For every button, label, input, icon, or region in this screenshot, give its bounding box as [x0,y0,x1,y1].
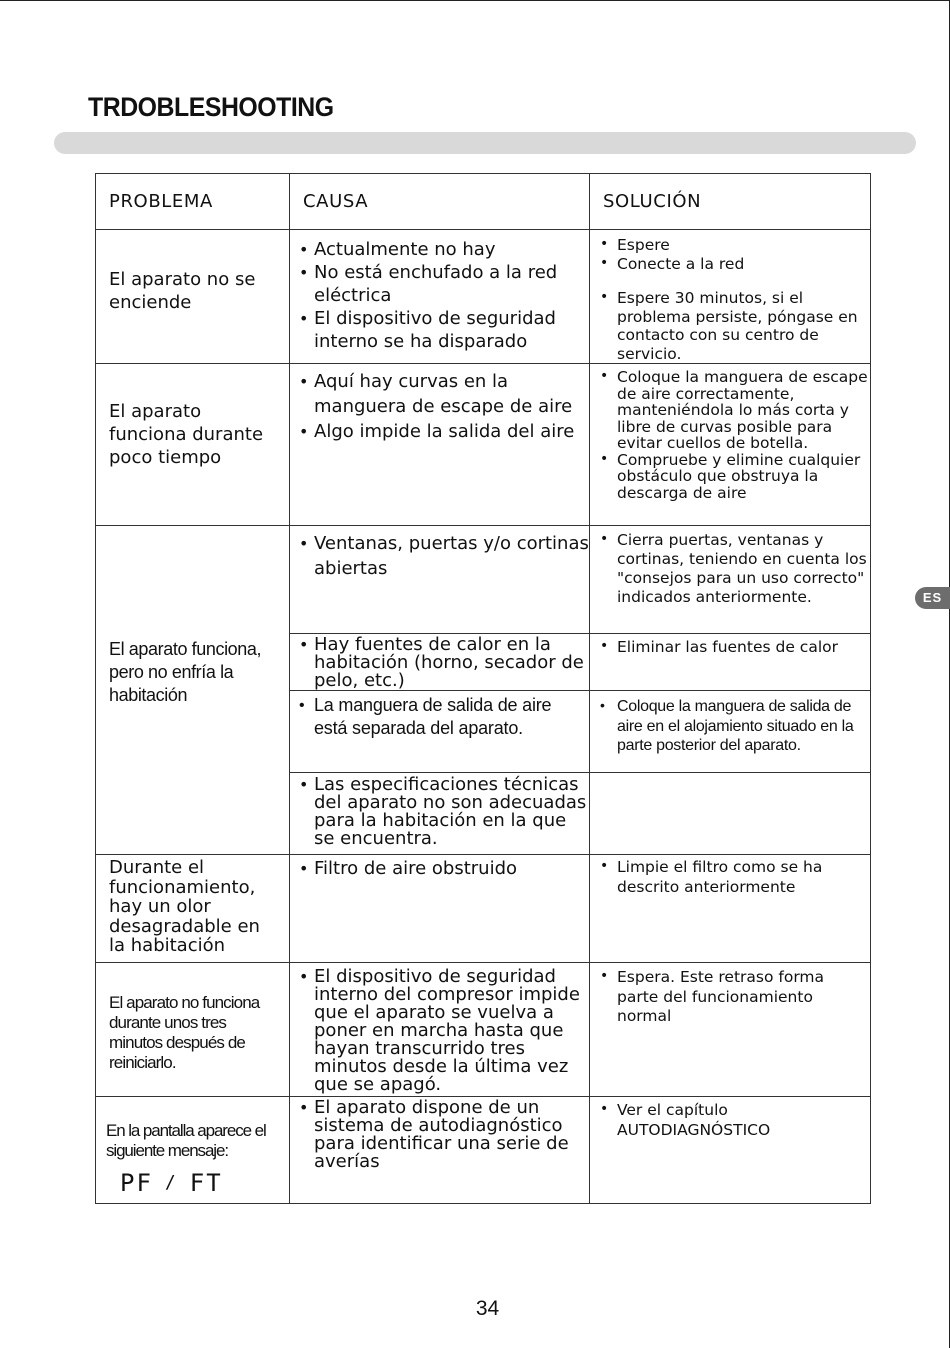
problem-text: En la pantalla aparece el siguiente mensaje: [106,1121,266,1160]
problem-text: El aparato funciona durante poco tiempo [109,401,264,468]
solution-cell [590,526,871,634]
solution-item: • Coloque la manguera de salida de aire en el alojamiento situado en la parte posterior del aparato. [590,697,870,756]
fault-code-ft: FT [189,1169,223,1197]
solution-item: • Espere [590,236,870,255]
problem-cell [96,230,290,364]
cause-cell [290,691,590,773]
problem-cell [96,963,290,1097]
cause-cell [290,855,590,963]
troubleshooting-table [95,173,871,1204]
problem-text: El aparato funciona, pero no enfría la habitación [109,638,262,705]
problem-text: El aparato no se enciende [109,268,256,313]
cause-cell [290,963,590,1097]
problem-cell [96,1097,290,1204]
table-row [96,364,871,526]
cause-cell [290,526,590,634]
solution-item: • Conecte a la red [590,255,870,274]
solution-item: • Coloque la manguera de escape de aire correctamente, manteniéndola lo más corta y libre de curvas posible para evitar cuellos de botella. [590,369,870,452]
cause-cell [290,1097,590,1204]
cause-cell [290,634,590,691]
solution-cell [590,855,871,963]
solution-cell [590,691,871,773]
cause-cell [290,364,590,526]
problem-text: El aparato no funciona durante unos tres minutos después de reiniciarlo. [109,992,260,1072]
cause-item: • Hay fuentes de calor en la habitación (horno, secador de pelo, etc.) [290,636,589,690]
solution-cell [590,364,871,526]
page-number: 34 [475,1297,500,1320]
problem-cell [96,364,290,526]
solution-item: • Cierra puertas, ventanas y cortinas, teniendo en cuenta los "consejos para un uso correcto" indicados anteriormente. [590,531,870,607]
fault-code-separator: / [164,1172,178,1193]
cause-item: • La manguera de salida de aire está separada del aparato. [290,694,589,740]
cause-item: • Actualmente no hay [290,238,589,261]
cause-item: • El dispositivo de seguridad interno se ha disparado [290,307,589,353]
problem-cell [96,526,290,855]
solution-item: • Espera. Este retraso forma parte del funcionamiento normal [590,968,870,1027]
cause-item: • Algo impide la salida del aire [290,419,589,444]
fault-code-pf: PF [120,1169,153,1197]
title-underline-bar [54,132,916,154]
header-solution: SOLUCIÓN [590,174,871,230]
cause-item: • El dispositivo de seguridad interno del compresor impide que el aparato se vuelva a poner en marcha hasta que hayan transcurrido tres minutos desde la última vez que se apagó. [290,968,589,1094]
solution-cell [590,963,871,1097]
solution-item: • Limpie el filtro como se ha descrito anteriormente [590,858,870,897]
cause-cell [290,230,590,364]
table-row [96,1097,871,1204]
solution-cell [590,634,871,691]
solution-item: • Espere 30 minutos, si el problema persiste, póngase en contacto con su centro de servicio. [590,289,870,363]
header-cause: CAUSA [290,174,590,230]
solution-item: • Compruebe y elimine cualquier obstáculo que obstruya la descarga de aire [590,452,870,502]
solution-item: • Eliminar las fuentes de calor [590,638,870,657]
cause-item: • Ventanas, puertas y/o cortinas abiertas [290,531,589,581]
page-title: TRDOBLESHOOTING [88,92,334,122]
cause-item: • Filtro de aire obstruido [290,857,589,880]
solution-cell [590,1097,871,1204]
table-row [96,526,871,634]
problem-cell [96,855,290,963]
cause-item: • El aparato dispone de un sistema de autodiagnóstico para identificar una serie de averías [290,1099,589,1171]
table-header-row [96,174,871,230]
fault-code-display [106,1169,289,1197]
table-row [96,855,871,963]
cause-cell [290,773,590,855]
problem-text: Durante el funcionamiento, hay un olor desagradable en la habitación [109,857,260,956]
table-row [96,963,871,1097]
cause-item: • Aquí hay curvas en la manguera de escape de aire [290,369,589,419]
table-row [96,230,871,364]
cause-item: • No está enchufado a la red eléctrica [290,261,589,307]
solution-cell [590,773,871,855]
header-problem: PROBLEMA [96,174,290,230]
language-tab-es: ES [915,587,950,609]
solution-item: • Ver el capítulo AUTODIAGNÓSTICO [590,1101,870,1140]
cause-item: • Las especificaciones técnicas del aparato no son adecuadas para la habitación en la que se encuentra. [290,776,589,848]
solution-cell [590,230,871,364]
page-border-top [0,0,950,1]
